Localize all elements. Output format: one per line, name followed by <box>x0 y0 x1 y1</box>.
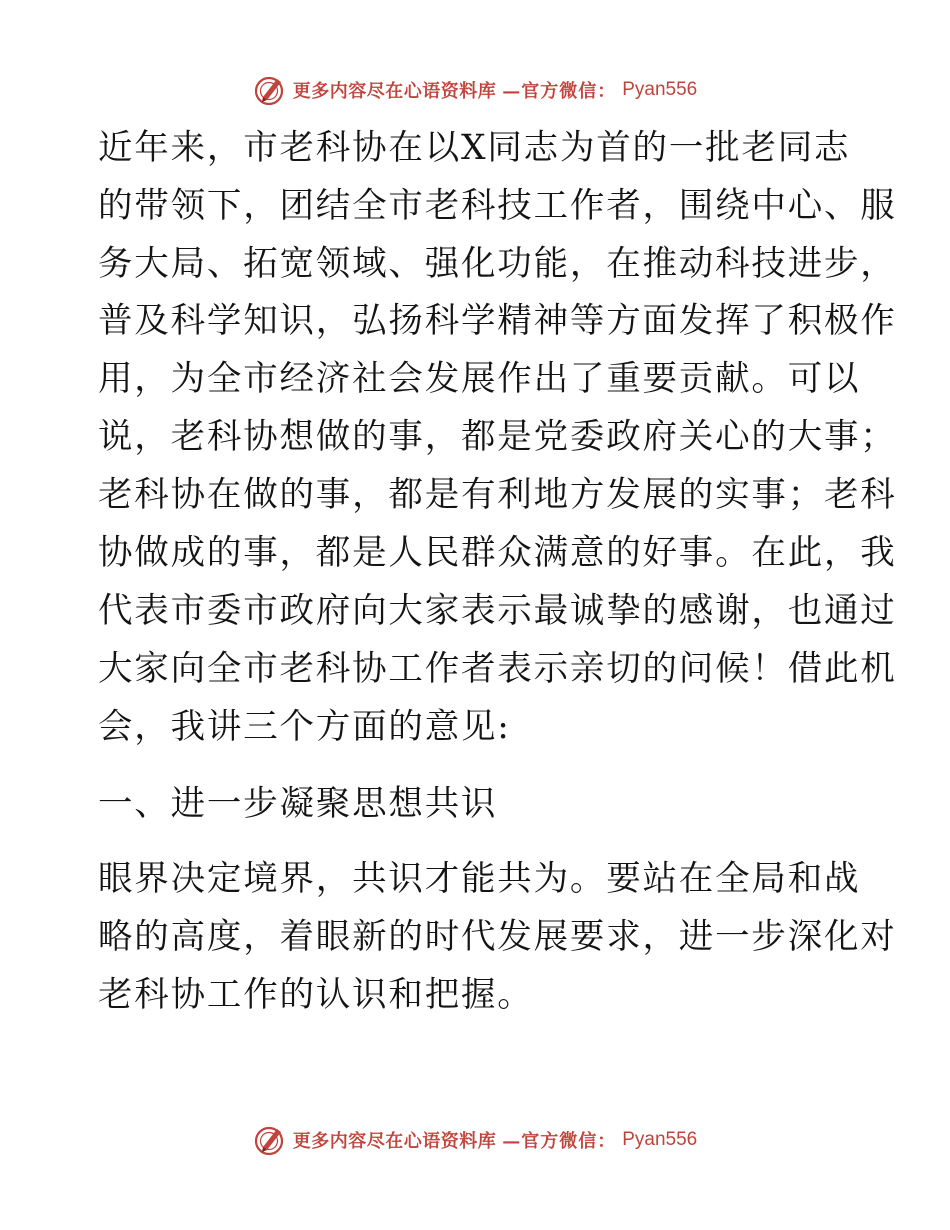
paragraph-line: 协做成的事，都是人民群众满意的好事。在此，我 <box>98 533 897 573</box>
paragraph-line: 务大局、拓宽领域、强化功能，在推动科技进步， <box>98 244 897 284</box>
footer-watermark <box>0 1120 950 1160</box>
watermark-wechat-id: Pyan556 <box>622 79 698 100</box>
pen-logo-icon <box>253 1123 287 1157</box>
paragraph-line: 会，我讲三个方面的意见: <box>98 707 511 747</box>
paragraph-line: 略的高度，着眼新的时代发展要求，进一步深化对 <box>98 917 897 957</box>
paragraph-line: 的带领下，团结全市老科技工作者，围绕中心、服 <box>98 186 897 226</box>
pen-logo-icon <box>253 73 287 107</box>
section-heading: 一、进一步凝聚思想共识 <box>98 784 498 824</box>
paragraph-line: 近年来，市老科协在以X同志为首的一批老同志 <box>98 128 851 168</box>
paragraph-line: 老科协在做的事，都是有利地方发展的实事；老科 <box>98 475 897 515</box>
paragraph-line: 代表市委市政府向大家表示最诚挚的感谢，也通过 <box>98 591 897 631</box>
paragraph-line: 用，为全市经济社会发展作出了重要贡献。可以 <box>98 359 861 399</box>
paragraph-line: 普及科学知识，弘扬科学精神等方面发挥了积极作 <box>98 301 897 341</box>
paragraph-line: 眼界决定境界，共识才能共为。要站在全局和战 <box>98 859 861 899</box>
watermark-wechat-id: Pyan556 <box>622 1129 698 1150</box>
paragraph-line: 说，老科协想做的事，都是党委政府关心的大事； <box>98 417 897 457</box>
watermark-wechat-label: —官方微信： <box>502 1131 617 1152</box>
watermark-main-text: 更多内容尽在心语资料库 <box>292 81 497 102</box>
header-watermark <box>0 70 950 110</box>
watermark-wechat-label: —官方微信： <box>502 81 617 102</box>
paragraph-line: 老科协工作的认识和把握。 <box>98 975 534 1015</box>
paragraph-line: 大家向全市老科协工作者表示亲切的问候！借此机 <box>98 649 897 689</box>
watermark-main-text: 更多内容尽在心语资料库 <box>292 1131 497 1152</box>
